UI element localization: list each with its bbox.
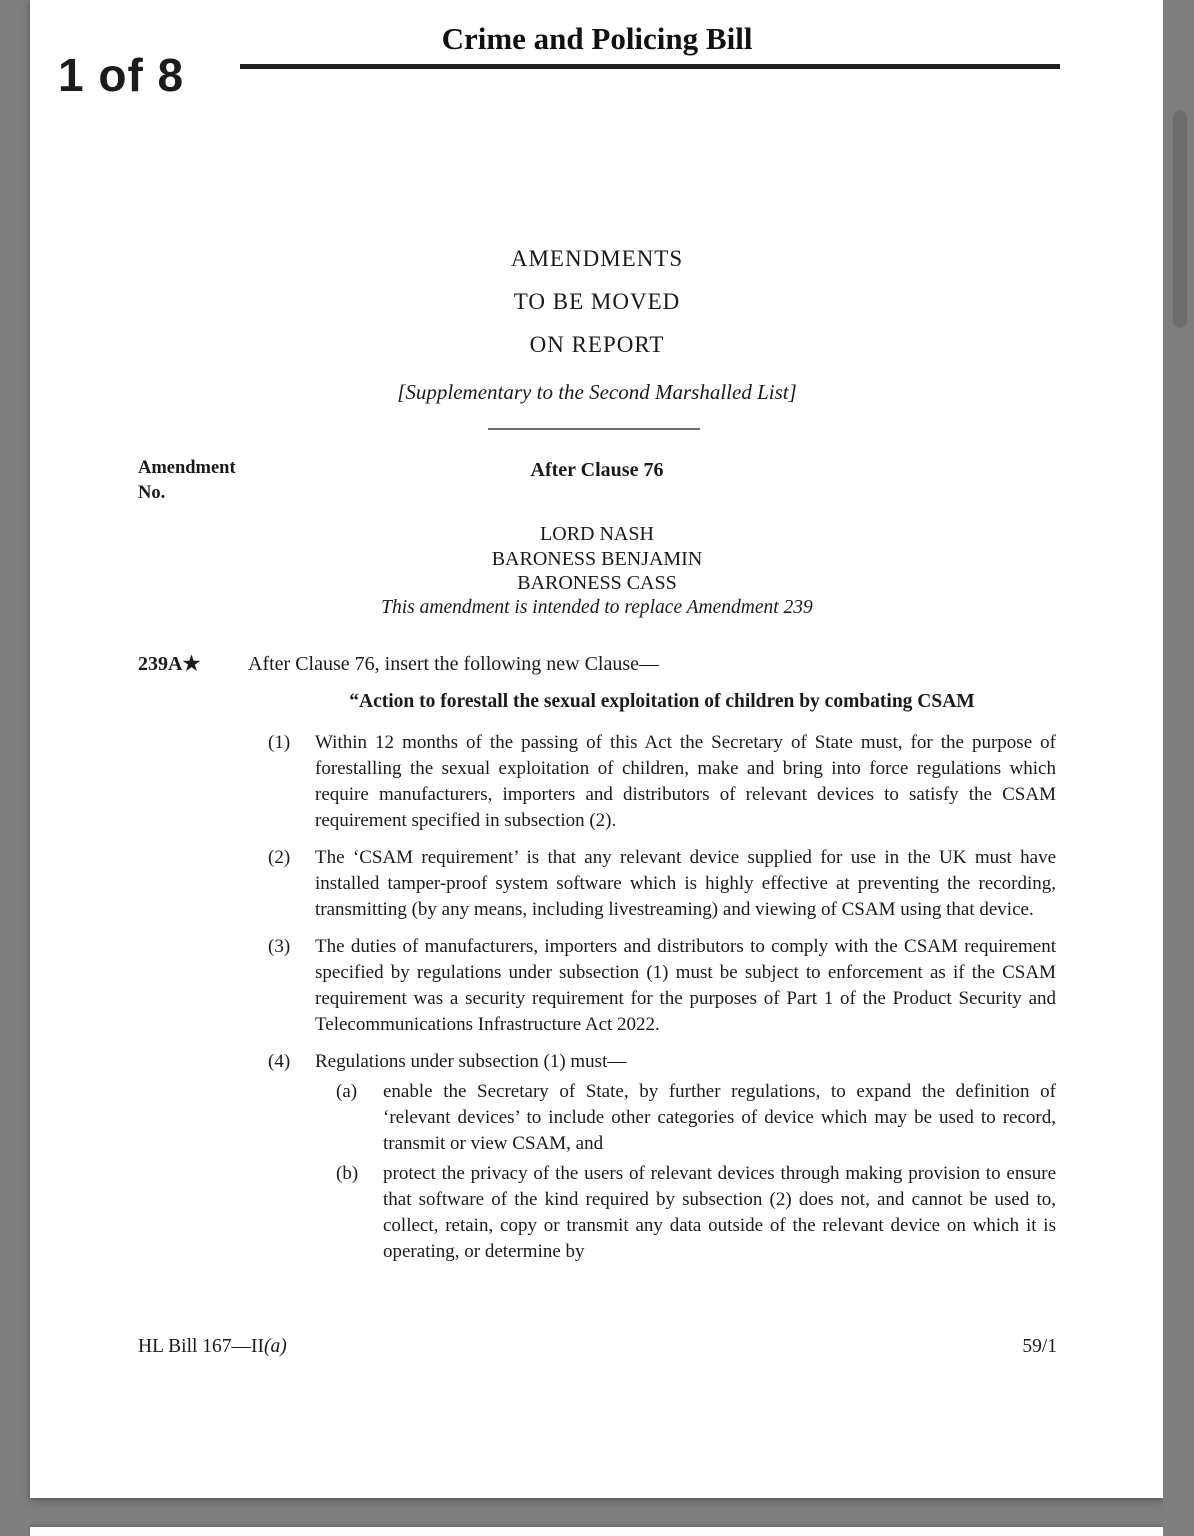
amendment-no-label — [138, 456, 236, 506]
sponsor-name: BARONESS BENJAMIN — [491, 547, 703, 570]
subsection-text: Within 12 months of the passing of this Act the Secretary of State must, for the purpose of forestalling the sexual exploitation of children, make and bring into force regulations which require manufacturers, importers and distributors of relevant devices to satisfy the CSAM requirement specified in subsection (2). — [315, 732, 1056, 831]
bill-reference — [138, 1336, 287, 1358]
subsection-1 — [268, 730, 1056, 834]
heading-amendments: AMENDMENTS — [510, 246, 684, 271]
next-page-edge — [30, 1527, 1164, 1536]
subsection-text: The ‘CSAM requirement’ is that any relevant device supplied for use in the UK must have installed tamper-proof system software which is highly effective at preventing the recording, transmitting (by any means, including livestreaming) and viewing of CSAM using that device. — [315, 847, 1056, 920]
paragraph-letter: (a) — [336, 1081, 358, 1102]
subsection-number: (1) — [268, 732, 291, 753]
scrollbar-thumb[interactable] — [1173, 110, 1187, 328]
paragraph-letter: (b) — [336, 1163, 359, 1184]
document-page — [30, 0, 1164, 1498]
double-rule — [240, 64, 1060, 69]
subsection-number: (4) — [268, 1051, 291, 1072]
clause-title: “Action to forestall the sexual exploitation of children by combating CSAM — [349, 691, 975, 712]
paragraph-text: protect the privacy of the users of relevant devices through making provision to ensure that software of the kind required by subsection (2) does not, and cannot be used to, collect, retain, copy or transmit any data outside of the relevant device on which it is operating, or determine by — [383, 1163, 1056, 1262]
new-clause — [268, 689, 1056, 1265]
subsection-number: (2) — [268, 847, 291, 868]
subsection-3 — [268, 934, 1056, 1038]
amendment-header — [30, 456, 1164, 512]
amendment-no-label-line1: Amendment — [138, 458, 236, 478]
sponsor-name: BARONESS CASS — [517, 572, 677, 594]
subsection-4a — [315, 1079, 1056, 1157]
scrollbar-track[interactable] — [1163, 0, 1194, 1536]
heading-to-be-moved: TO BE MOVED — [513, 289, 681, 314]
subsection-4b — [315, 1161, 1056, 1265]
bill-reference-main: HL Bill 167—II — [138, 1336, 265, 1357]
amendment-239a — [138, 651, 1057, 1265]
page-indicator: 1 of 8 — [58, 49, 185, 101]
marshalled-list-subtitle: [Supplementary to the Second Marshalled List] — [397, 380, 797, 404]
subsection-2 — [268, 845, 1056, 923]
sponsor-name: LORD NASH — [540, 523, 654, 545]
sheet-number: 59/1 — [1022, 1336, 1057, 1357]
amendment-no-label-line2: No. — [138, 483, 166, 503]
paragraph-text: enable the Secretary of State, by further regulations, to expand the definition of ‘relevant devices’ to include other categories of device which may be used to record, transmit or view CSAM, and — [383, 1081, 1056, 1154]
subsection-number: (3) — [268, 936, 291, 957]
amendment-number: 239A★ — [138, 653, 201, 675]
subsection-text: Regulations under subsection (1) must— — [315, 1051, 627, 1072]
subsection-text: The duties of manufacturers, importers and distributors to comply with the CSAM requirement specified by regulations under subsection (1) must be subject to enforcement as if the CSAM requirement was a security requirement for the purposes of Part 1 of the Product Security and Telecommunications Infrastructure Act 2022. — [315, 936, 1056, 1035]
heading-on-report: ON REPORT — [529, 332, 665, 357]
divider-line — [488, 428, 700, 430]
page-footer — [138, 1336, 1057, 1358]
bill-reference-suffix: (a) — [264, 1336, 287, 1357]
sponsor-note: This amendment is intended to replace Amendment 239 — [381, 596, 813, 618]
section-heading: After Clause 76 — [530, 459, 664, 481]
subsection-4 — [268, 1049, 1056, 1265]
sponsor-list — [30, 522, 1164, 620]
bill-title: Crime and Policing Bill — [441, 21, 753, 56]
ceremonial-headings — [30, 245, 1164, 358]
amendment-instruction: After Clause 76, insert the following new Clause— — [248, 653, 660, 675]
